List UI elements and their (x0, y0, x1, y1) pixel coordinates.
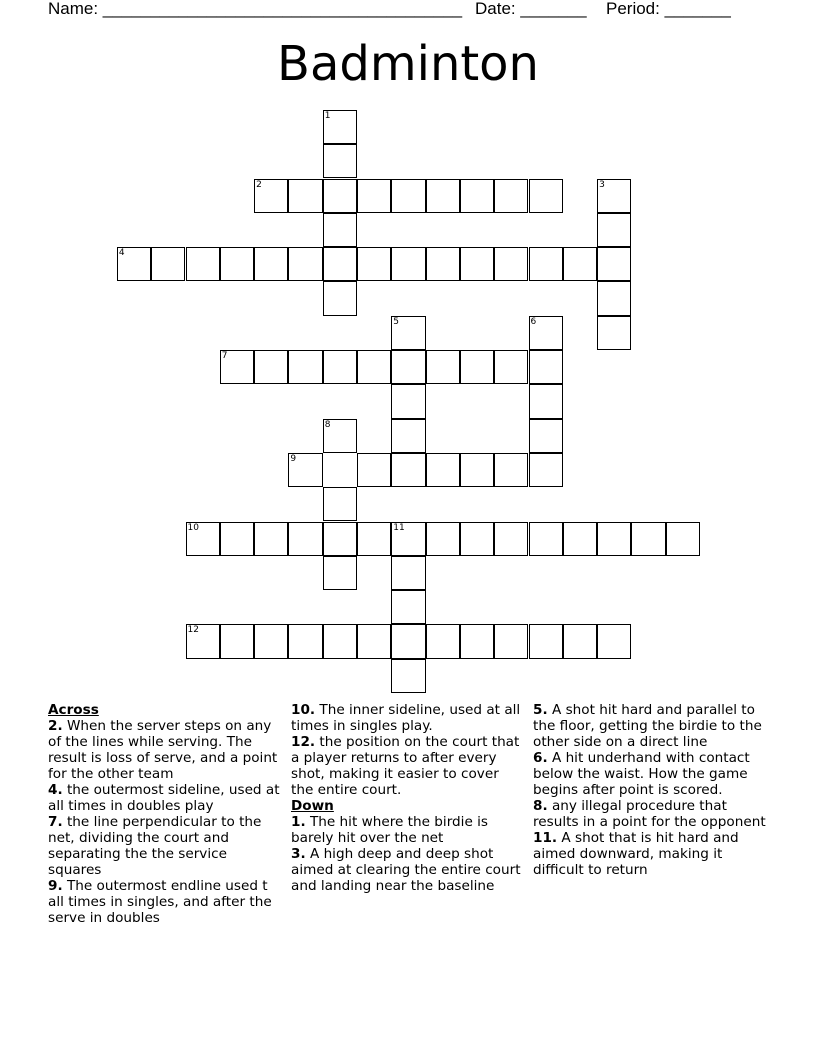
grid-cell[interactable] (391, 316, 425, 350)
grid-cell[interactable] (666, 522, 700, 556)
clue-column-2 (291, 702, 521, 894)
clue-number-5: 5 (393, 316, 400, 327)
grid-cell[interactable] (494, 179, 528, 213)
grid-cell[interactable] (323, 556, 357, 590)
grid-cell[interactable] (426, 350, 460, 384)
name-field[interactable]: Name: ______________________________________ (48, 0, 463, 18)
grid-cell[interactable] (460, 624, 494, 658)
clue-across-7: 7. the line perpendicular to the net, dividing the court and separating the the service squares (48, 814, 262, 878)
clue-number-4: 4 (118, 248, 125, 259)
grid-cell[interactable] (391, 590, 425, 624)
grid-cell[interactable] (288, 247, 322, 281)
grid-cell[interactable] (323, 350, 357, 384)
clue-across-4: 4. the outermost sideline, used at all times in doubles play (48, 782, 280, 814)
grid-cell[interactable] (323, 144, 357, 178)
grid-cell[interactable] (323, 487, 357, 521)
clue-number-6: 6 (530, 316, 537, 327)
clue-down-8: 8. any illegal procedure that results in a point for the opponent (533, 798, 766, 830)
clue-number-3: 3 (599, 179, 605, 190)
grid-cell[interactable] (254, 247, 288, 281)
grid-cell[interactable] (357, 350, 391, 384)
grid-cell[interactable] (529, 179, 563, 213)
clue-across-10: 10. The inner sideline, used at all times in singles play. (291, 702, 521, 734)
clue-number-12: 12 (187, 625, 199, 636)
grid-cell[interactable] (597, 522, 631, 556)
grid-cell[interactable] (117, 247, 151, 281)
grid-cell[interactable] (220, 624, 254, 658)
grid-cell[interactable] (597, 213, 631, 247)
grid-cell[interactable] (631, 522, 665, 556)
grid-cell[interactable] (460, 350, 494, 384)
puzzle-title: Badminton (277, 36, 539, 92)
period-field[interactable]: Period: _______ (606, 0, 731, 18)
grid-cell[interactable] (529, 419, 563, 453)
clue-down-5: 5. A shot hit hard and parallel to the floor, getting the birdie to the other side on a direct line (533, 702, 762, 750)
grid-cell[interactable] (391, 624, 425, 658)
grid-cell[interactable] (529, 453, 563, 487)
grid-cell[interactable] (426, 179, 460, 213)
clue-column-3 (533, 702, 769, 878)
clue-number-7: 7 (221, 351, 228, 361)
grid-cell[interactable] (597, 624, 631, 658)
grid-cell[interactable] (391, 179, 425, 213)
grid-cell[interactable] (186, 624, 220, 658)
grid-cell[interactable] (494, 624, 528, 658)
grid-cell[interactable] (494, 522, 528, 556)
grid-cell[interactable] (597, 247, 631, 281)
grid-cell[interactable] (597, 281, 631, 315)
grid-cell[interactable] (426, 247, 460, 281)
clue-number-8: 8 (324, 419, 331, 430)
grid-cell[interactable] (323, 624, 357, 658)
grid-cell[interactable] (391, 419, 425, 453)
grid-cell[interactable] (254, 350, 288, 384)
clue-down-1: 1. The hit where the birdie is barely hit over the net (291, 814, 488, 846)
grid-cell[interactable] (529, 316, 563, 350)
clue-number-2: 2 (256, 179, 262, 190)
grid-cell[interactable] (323, 247, 357, 281)
clue-across-9: 9. The outermost endline used t all times in singles, and after the serve in doubles (48, 878, 272, 926)
grid-cell[interactable] (529, 247, 563, 281)
grid-cell[interactable] (357, 179, 391, 213)
clue-across-12: 12. the position on the court that a player returns to after every shot, making it easier to cover the entire court. (291, 734, 520, 798)
grid-cell[interactable] (494, 247, 528, 281)
grid-cell[interactable] (220, 350, 254, 384)
grid-cell[interactable] (460, 522, 494, 556)
clue-down-6: 6. A hit underhand with contact below the waist. How the game begins after point is scored. (533, 750, 750, 798)
grid-cell[interactable] (460, 179, 494, 213)
grid-cell[interactable] (323, 110, 357, 144)
grid-cell[interactable] (391, 556, 425, 590)
grid-cell[interactable] (563, 624, 597, 658)
grid-cell[interactable] (563, 522, 597, 556)
clue-down-11: 11. A shot that is hit hard and aimed downward, making it difficult to return (533, 830, 739, 878)
grid-cell[interactable] (357, 522, 391, 556)
grid-cell[interactable] (357, 453, 391, 487)
grid-cell[interactable] (288, 522, 322, 556)
grid-cell[interactable] (186, 522, 220, 556)
grid-cell[interactable] (323, 522, 357, 556)
grid-cell[interactable] (391, 522, 425, 556)
clue-number-11: 11 (393, 522, 405, 533)
grid-cell[interactable] (288, 453, 322, 487)
grid-cell[interactable] (460, 247, 494, 281)
grid-cell[interactable] (563, 247, 597, 281)
grid-cell[interactable] (391, 350, 425, 384)
clue-number-1: 1 (324, 110, 331, 121)
grid-cell[interactable] (391, 384, 425, 418)
grid-cell[interactable] (426, 624, 460, 658)
clue-number-9: 9 (290, 453, 297, 464)
grid-cell[interactable] (391, 453, 425, 487)
grid-cell[interactable] (391, 659, 425, 693)
across-heading: Across (48, 702, 99, 718)
grid-cell[interactable] (391, 247, 425, 281)
grid-cell[interactable] (460, 453, 494, 487)
grid-cell[interactable] (529, 350, 563, 384)
grid-cell[interactable] (220, 522, 254, 556)
grid-cell[interactable] (357, 624, 391, 658)
grid-cell[interactable] (288, 624, 322, 658)
grid-cell[interactable] (323, 179, 357, 213)
grid-cell[interactable] (323, 281, 357, 315)
grid-cell[interactable] (494, 350, 528, 384)
grid-cell[interactable] (254, 522, 288, 556)
clue-number-10: 10 (187, 522, 199, 533)
grid-cell[interactable] (426, 522, 460, 556)
grid-cell[interactable] (529, 522, 563, 556)
grid-cell[interactable] (426, 453, 460, 487)
grid-cell[interactable] (151, 247, 185, 281)
grid-cell[interactable] (357, 247, 391, 281)
clue-across-2: 2. When the server steps on any of the lines while serving. The result is loss of serve, and a point for the other team (48, 718, 278, 782)
grid-cell[interactable] (288, 350, 322, 384)
grid-cell[interactable] (288, 179, 322, 213)
grid-cell[interactable] (186, 247, 220, 281)
grid-cell[interactable] (597, 179, 631, 213)
clue-column-1 (48, 702, 280, 926)
grid-cell[interactable] (597, 316, 631, 350)
grid-cell[interactable] (323, 213, 357, 247)
grid-cell[interactable] (529, 384, 563, 418)
clue-down-3: 3. A high deep and deep shot aimed at clearing the entire court and landing near the baseline (291, 846, 521, 894)
grid-cell[interactable] (494, 453, 528, 487)
grid-cell[interactable] (323, 419, 357, 453)
grid-cell[interactable] (220, 247, 254, 281)
grid-cell[interactable] (254, 624, 288, 658)
date-field[interactable]: Date: _______ (475, 0, 587, 18)
down-heading: Down (291, 798, 334, 814)
grid-cell[interactable] (529, 624, 563, 658)
grid-cell[interactable] (254, 179, 288, 213)
